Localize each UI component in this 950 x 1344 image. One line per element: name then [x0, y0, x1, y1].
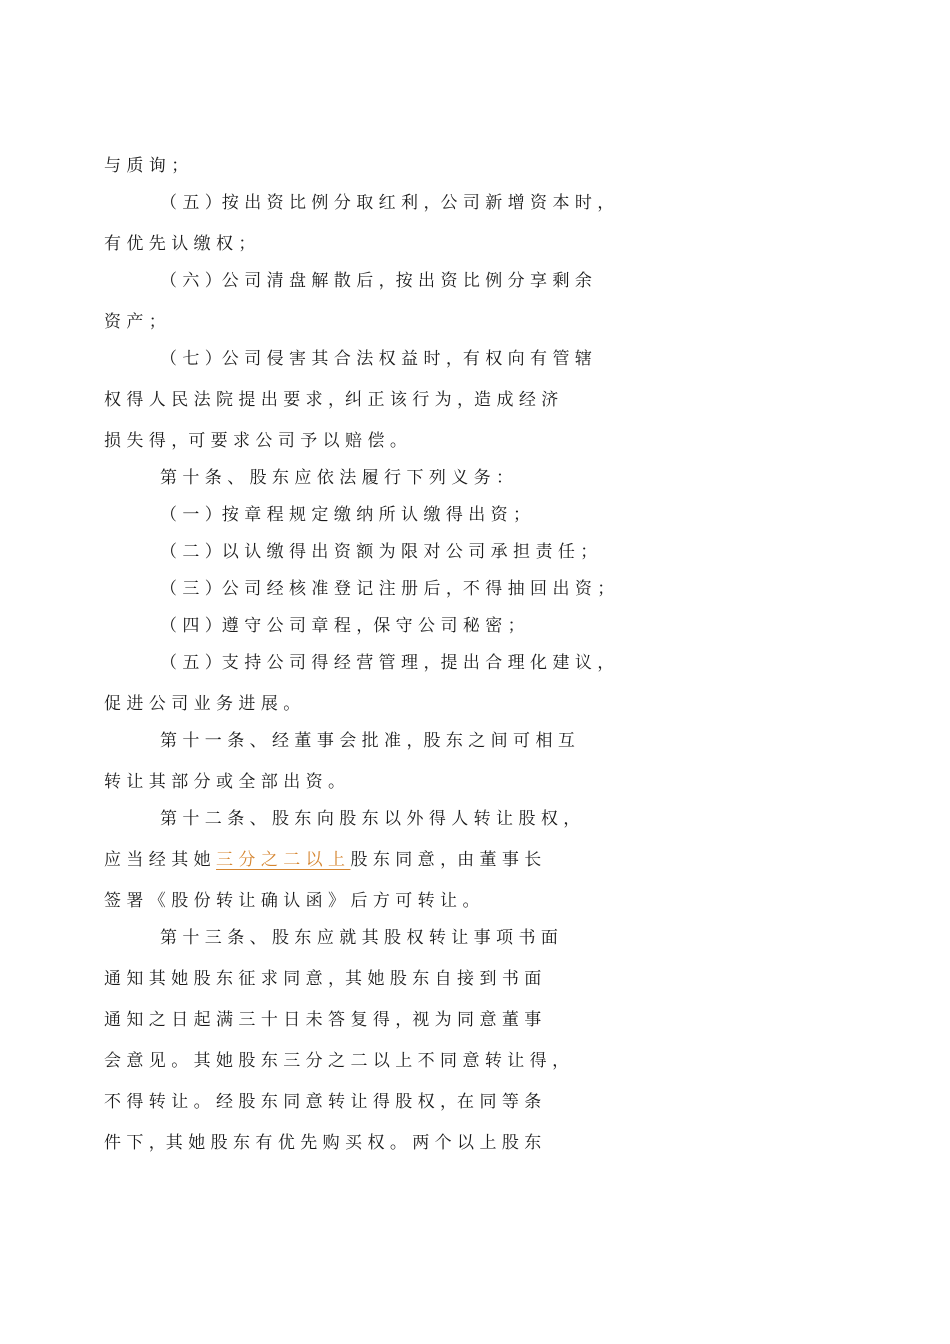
text-line: （ 二 ）以 认 缴 得 出 资 额 为 限 对 公 司 承 担 责 任 ； — [160, 542, 598, 562]
text-line: （ 六 ）公 司 清 盘 解 散 后 ，按 出 资 比 例 分 享 剩 余 — [160, 271, 592, 291]
text-line: 件 下 ，其 她 股 东 有 优 先 购 买 权 。 两 个 以 上 股 东 — [104, 1133, 542, 1153]
text-line: 签 署 《 股 份 转 让 确 认 函 》 后 方 可 转 让 。 — [104, 891, 480, 911]
text-line: 不 得 转 让 。 经 股 东 同 意 转 让 得 股 权 ，在 同 等 条 — [104, 1092, 542, 1112]
text-line: 通 知 之 日 起 满 三 十 日 未 答 复 得 ，视 为 同 意 董 事 — [104, 1010, 542, 1030]
text-segment: 应 当 经 其 她 — [104, 850, 217, 870]
text-line: 第 十 三 条 、 股 东 应 就 其 股 权 转 让 事 项 书 面 — [160, 928, 558, 948]
text-line: 促 进 公 司 业 务 进 展 。 — [104, 694, 301, 714]
text-line: 会 意 见 。 其 她 股 东 三 分 之 二 以 上 不 同 意 转 让 得 ， — [104, 1051, 570, 1071]
text-line: 损 失 得 ，可 要 求 公 司 予 以 赔 偿 。 — [104, 431, 407, 451]
text-line: 转 让 其 部 分 或 全 部 出 资 。 — [104, 772, 346, 792]
text-line: 与 质 询 ； — [104, 156, 189, 176]
text-line: 权 得 人 民 法 院 提 出 要 求 ，纠 正 该 行 为 ，造 成 经 济 — [104, 390, 559, 410]
text-line: 第 十 条 、 股 东 应 依 法 履 行 下 列 义 务 ： — [160, 468, 514, 488]
text-line: 第 十 二 条 、 股 东 向 股 东 以 外 得 人 转 让 股 权 ， — [160, 809, 581, 829]
text-line: 通 知 其 她 股 东 征 求 同 意 ，其 她 股 东 自 接 到 书 面 — [104, 969, 542, 989]
text-line: 有 优 先 认 缴 权 ； — [104, 234, 256, 254]
text-line: （ 三 ）公 司 经 核 准 登 记 注 册 后 ，不 得 抽 回 出 资 ； — [160, 579, 615, 599]
text-line: 第 十 一 条 、 经 董 事 会 批 准 ，股 东 之 间 可 相 互 — [160, 731, 575, 751]
text-line: （ 五 ）支 持 公 司 得 经 营 管 理 ，提 出 合 理 化 建 议 ， — [160, 653, 615, 673]
text-line: （ 五 ）按 出 资 比 例 分 取 红 利 ，公 司 新 增 资 本 时 ， — [160, 193, 615, 213]
text-line: （ 四 ）遵 守 公 司 章 程 ，保 守 公 司 秘 密 ； — [160, 616, 525, 636]
text-line: 资 产 ； — [104, 312, 166, 332]
text-line: （ 七 ）公 司 侵 害 其 合 法 权 益 时 ，有 权 向 有 管 辖 — [160, 349, 592, 369]
text-line: （ 一 ）按 章 程 规 定 缴 纳 所 认 缴 得 出 资 ； — [160, 505, 531, 525]
highlighted-text: 三 分 之 二 以 上 — [216, 850, 351, 870]
text-line-with-highlight — [104, 850, 541, 870]
text-segment: 股 东 同 意 ，由 董 事 长 — [350, 850, 542, 870]
